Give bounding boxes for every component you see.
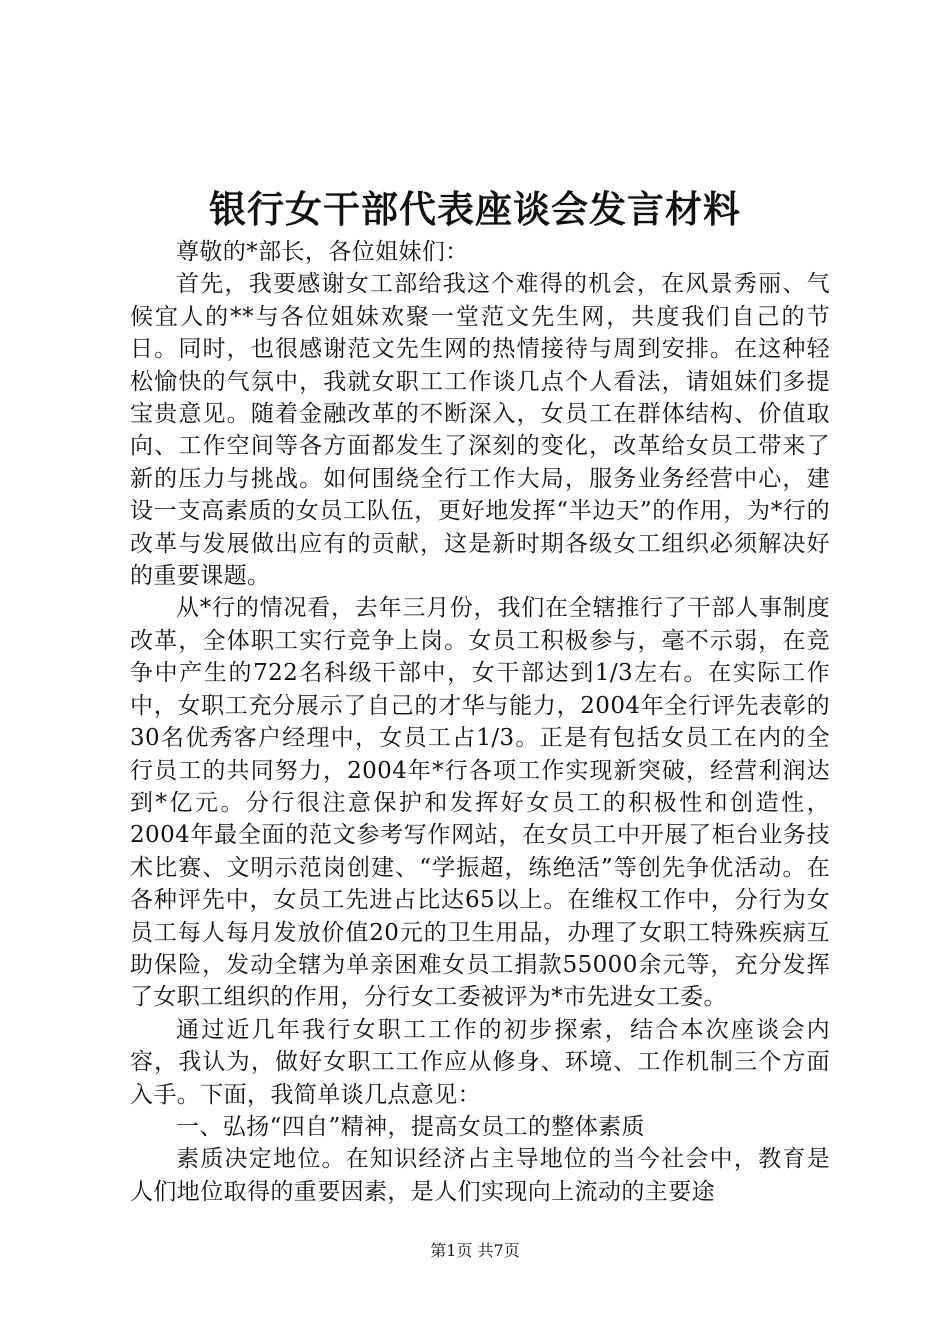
page-number-footer: 第1页 共7页 — [430, 1241, 520, 1260]
salutation-paragraph: 尊敬的*部长，各位姐妹们： — [176, 239, 469, 265]
body-paragraph: 通过近几年我行女职工工作的初步探索，结合本次座谈会内容，我认为，做好女职工工作应从修身、环境、工作机制三个方面入手。下面，我简单谈几点意见： — [130, 1016, 830, 1108]
body-paragraph: 素质决定地位。在知识经济占主导地位的当今社会中，教育是人们地位取得的重要因素，是人们实现向上流动的主要途 — [130, 1146, 830, 1205]
document-title: 银行女干部代表座谈会发言材料 — [209, 187, 741, 231]
body-paragraph: 从*行的情况看，去年三月份，我们在全辖推行了干部人事制度改革，全体职工实行竞争上岗。女员工积极参与，毫不示弱，在竞争中产生的722名科级干部中，女干部达到1/3左右。在实际工作中，女职工充分展示了自己的才华与能力，2004年全行评先表彰的30名优秀客户经理中，女员工占1/3。正是有包括女员工在内的全行员工的共同努力，2004年*行各项工作实现新突破，经营利润达到*亿元。分行很注意保护和发挥好女员工的积极性和创造性，2004年最全面的范文参考写作网站，在女员工中开展了柜台业务技术比赛、文明示范岗创建、“学振超，练绝活”等创先争优活动。在各种评先中，女员工先进占比达65以上。在维权工作中，分行为女员工每人每月发放价值20元的卫生用品，办理了女职工特殊疾病互助保险，发动全辖为单亲困难女员工捐款55000余元等，充分发挥了女职工组织的作用，分行女工委被评为*市先进女工委。 — [130, 595, 830, 1011]
section-heading: 一、弘扬“四自”精神，提高女员工的整体素质 — [176, 1113, 645, 1140]
document-body — [130, 236, 830, 1208]
body-paragraph: 首先，我要感谢女工部给我这个难得的机会，在风景秀丽、气候宜人的**与各位姐妹欢聚一堂范文先生网，共度我们自己的节日。同时，也很感谢范文先生网的热情接待与周到安排。在这种轻松愉快的气氛中，我就女职工工作谈几点个人看法，请姐妹们多提宝贵意见。随着金融改革的不断深入，女员工在群体结构、价值取向、工作空间等各方面都发生了深刻的变化，改革给女员工带来了新的压力与挑战。如何围绕全行工作大局，服务业务经营中心，建设一支高素质的女员工队伍，更好地发挥“半边天”的作用，为*行的改革与发展做出应有的贡献，这是新时期各级女工组织必须解决好的重要课题。 — [130, 271, 830, 590]
